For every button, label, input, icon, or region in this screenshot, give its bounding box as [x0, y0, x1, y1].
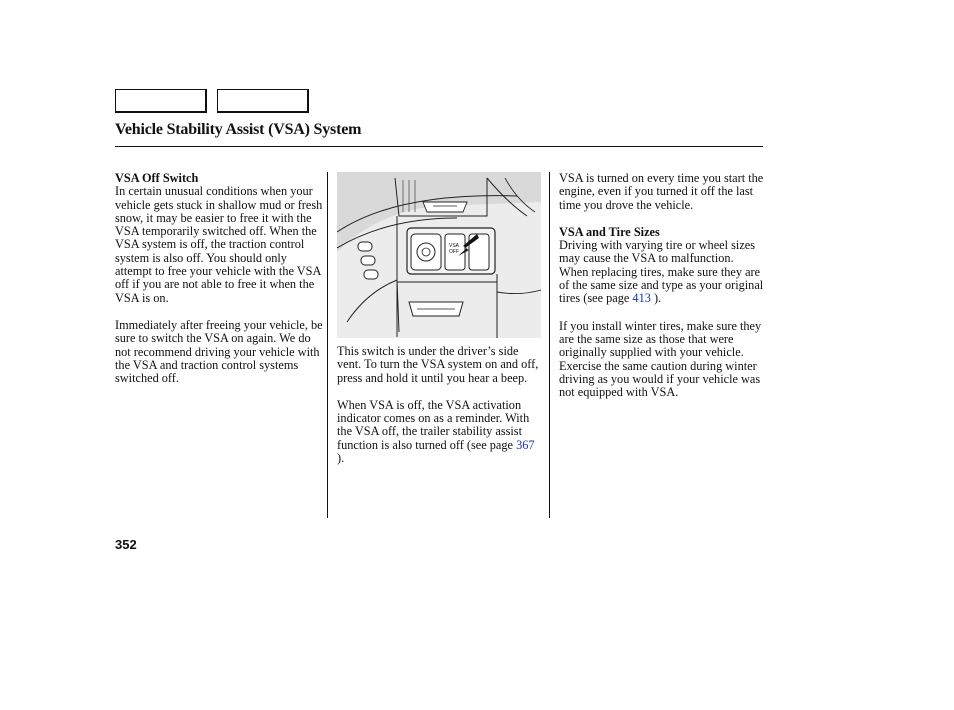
vsa-switch-illustration [337, 172, 541, 338]
section-heading-vsa-off-switch: VSA Off Switch [115, 171, 199, 185]
column-divider [327, 172, 328, 518]
paragraph: This switch is under the driver’s side vent. To turn the VSA system on and off, press and hold it until you hear a beep. [337, 344, 539, 385]
page-number: 352 [115, 537, 137, 552]
paragraph: VSA is turned on every time you start the engine, even if you turned it off the last time you drove the vehicle. [559, 171, 764, 212]
nav-button-previous[interactable] [115, 89, 207, 113]
spacer [559, 212, 764, 226]
paragraph [337, 399, 542, 465]
column-3 [559, 172, 764, 399]
spacer [337, 385, 542, 399]
vsa-switch-label-line1: VSA [449, 243, 460, 249]
column-divider [549, 172, 550, 518]
paragraph-end: ). [337, 451, 345, 466]
paragraph: Immediately after freeing your vehicle, be sure to switch the VSA on again. We do not recommend driving your vehicle with the VSA and traction control systems switched off. [115, 317, 323, 386]
title-divider [115, 146, 763, 147]
paragraph: In certain unusual conditions when your vehicle gets stuck in shallow mud or fresh snow, it may be easier to free it with the VSA temporarily switched off. When the VSA system is off, the traction control system is also off. You should only attempt to free your vehicle with the VSA off if you are not able to free it when the VSA is on. [115, 184, 323, 305]
column-2 [337, 345, 542, 465]
nav-button-next[interactable] [217, 89, 309, 113]
page-title: Vehicle Stability Assist (VSA) System [115, 121, 362, 138]
paragraph [559, 239, 764, 305]
paragraph-text: Driving with varying tire or wheel sizes may cause the VSA to malfunction. When replacing tires, make sure they are of the same size and type as your original tires (see page [559, 238, 764, 306]
paragraph-text: When VSA is off, the VSA activation indicator comes on as a reminder. With the VSA off, the trailer stability assist function is also turned off (see page [337, 397, 530, 452]
page-link-367[interactable]: 367 [516, 437, 535, 452]
spacer [559, 306, 764, 320]
vsa-switch-label-line2: OFF [449, 249, 459, 255]
section-heading-vsa-and-tire-sizes: VSA and Tire Sizes [559, 224, 660, 239]
column-1 [115, 172, 325, 385]
paragraph-end: ). [653, 291, 662, 306]
spacer [115, 305, 325, 319]
page-link-413[interactable]: 413 [632, 291, 651, 306]
paragraph: If you install winter tires, make sure they are the same size as those that were originally supplied with your vehicle. Exercise the same caution during winter driving as you would if your vehicle was not equipped with VSA. [559, 318, 762, 400]
